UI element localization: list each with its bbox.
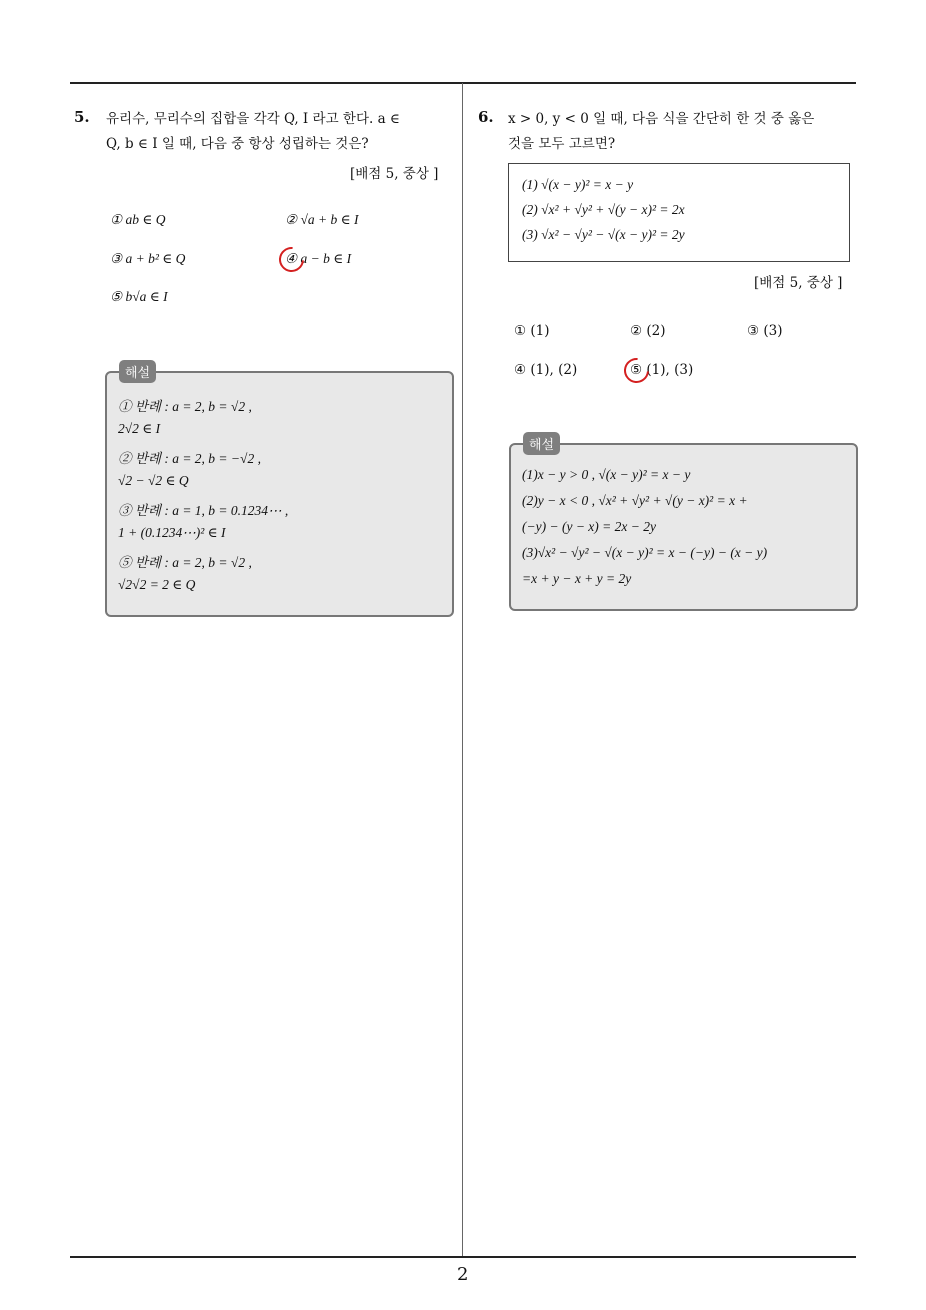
page-number: 2 — [457, 1264, 469, 1285]
q6-choice-3[interactable]: ③ (3) — [747, 323, 783, 339]
q6-choice-1[interactable]: ① (1) — [514, 323, 550, 339]
q6-solution-tag: 해설 — [523, 432, 560, 455]
q5-solution-line-2: 2√2 ∈ I — [118, 421, 161, 436]
question-5-meta: [배점 5, 중상 ] — [350, 166, 439, 182]
q6-condition-2: (2) √x² + √y² + √(y − x)² = 2x — [522, 202, 685, 217]
q5-solution-line-3: ② 반례 : a = 2, b = −√2 , — [118, 451, 261, 466]
q5-choice-1[interactable]: ① ab ∈ Q — [110, 212, 166, 227]
q5-solution-line-7: ⑤ 반례 : a = 2, b = √2 , — [118, 555, 252, 570]
header-rule — [70, 82, 856, 84]
q6-choice-5[interactable]: ⑤ (1), (3) — [630, 362, 694, 378]
question-6-line2: 것을 모두 고르면? — [508, 136, 616, 152]
q5-choice-5[interactable]: ⑤ b√a ∈ I — [110, 289, 168, 304]
q5-solution-line-5: ③ 반례 : a = 1, b = 0.1234⋯ , — [118, 503, 289, 518]
q5-choice-3[interactable]: ③ a + b² ∈ Q — [110, 251, 186, 266]
q6-condition-3: (3) √x² − √y² − √(x − y)² = 2y — [522, 227, 685, 242]
question-6-number: 6. — [478, 108, 494, 126]
q5-solution-line-4: √2 − √2 ∈ Q — [118, 473, 189, 488]
q6-solution-line-3: (−y) − (y − x) = 2x − 2y — [522, 519, 656, 534]
column-divider — [462, 83, 463, 1258]
q6-solution-line-5: =x + y − x + y = 2y — [522, 571, 632, 586]
answer-mark-circle-q6 — [619, 353, 654, 388]
q5-solution-line-6: 1 + (0.1234⋯)² ∈ I — [118, 525, 226, 540]
question-6-line1: x > 0, y < 0 일 때, 다음 식을 간단히 한 것 중 옳은 — [508, 111, 815, 127]
q5-choice-2[interactable]: ② √a + b ∈ I — [285, 212, 359, 227]
q6-solution-line-4: (3)√x² − √y² − √(x − y)² = x − (−y) − (x − y) — [522, 545, 768, 560]
q5-solution-tag: 해설 — [119, 360, 156, 383]
q6-choice-2[interactable]: ② (2) — [630, 323, 666, 339]
question-5-number: 5. — [74, 108, 90, 126]
q5-choice-4[interactable]: ④ a − b ∈ I — [285, 251, 352, 266]
question-5-line1: 유리수, 무리수의 집합을 각각 Q, I 라고 한다. a ∈ — [106, 111, 400, 127]
q5-solution-line-1: ① 반례 : a = 2, b = √2 , — [118, 399, 252, 414]
question-6-meta: [배점 5, 중상 ] — [754, 275, 843, 291]
question-5-line2: Q, b ∈ I 일 때, 다음 중 항상 성립하는 것은? — [106, 136, 369, 152]
q6-choice-4[interactable]: ④ (1), (2) — [514, 362, 578, 378]
footer-rule — [70, 1256, 856, 1258]
q6-solution-line-1: (1)x − y > 0 , √(x − y)² = x − y — [522, 467, 691, 482]
q6-condition-1: (1) √(x − y)² = x − y — [522, 177, 634, 192]
q6-solution-line-2: (2)y − x < 0 , √x² + √y² + √(y − x)² = x + — [522, 493, 748, 508]
q5-solution-line-8: √2√2 = 2 ∈ Q — [118, 577, 196, 592]
answer-mark-circle-q5 — [274, 242, 309, 277]
